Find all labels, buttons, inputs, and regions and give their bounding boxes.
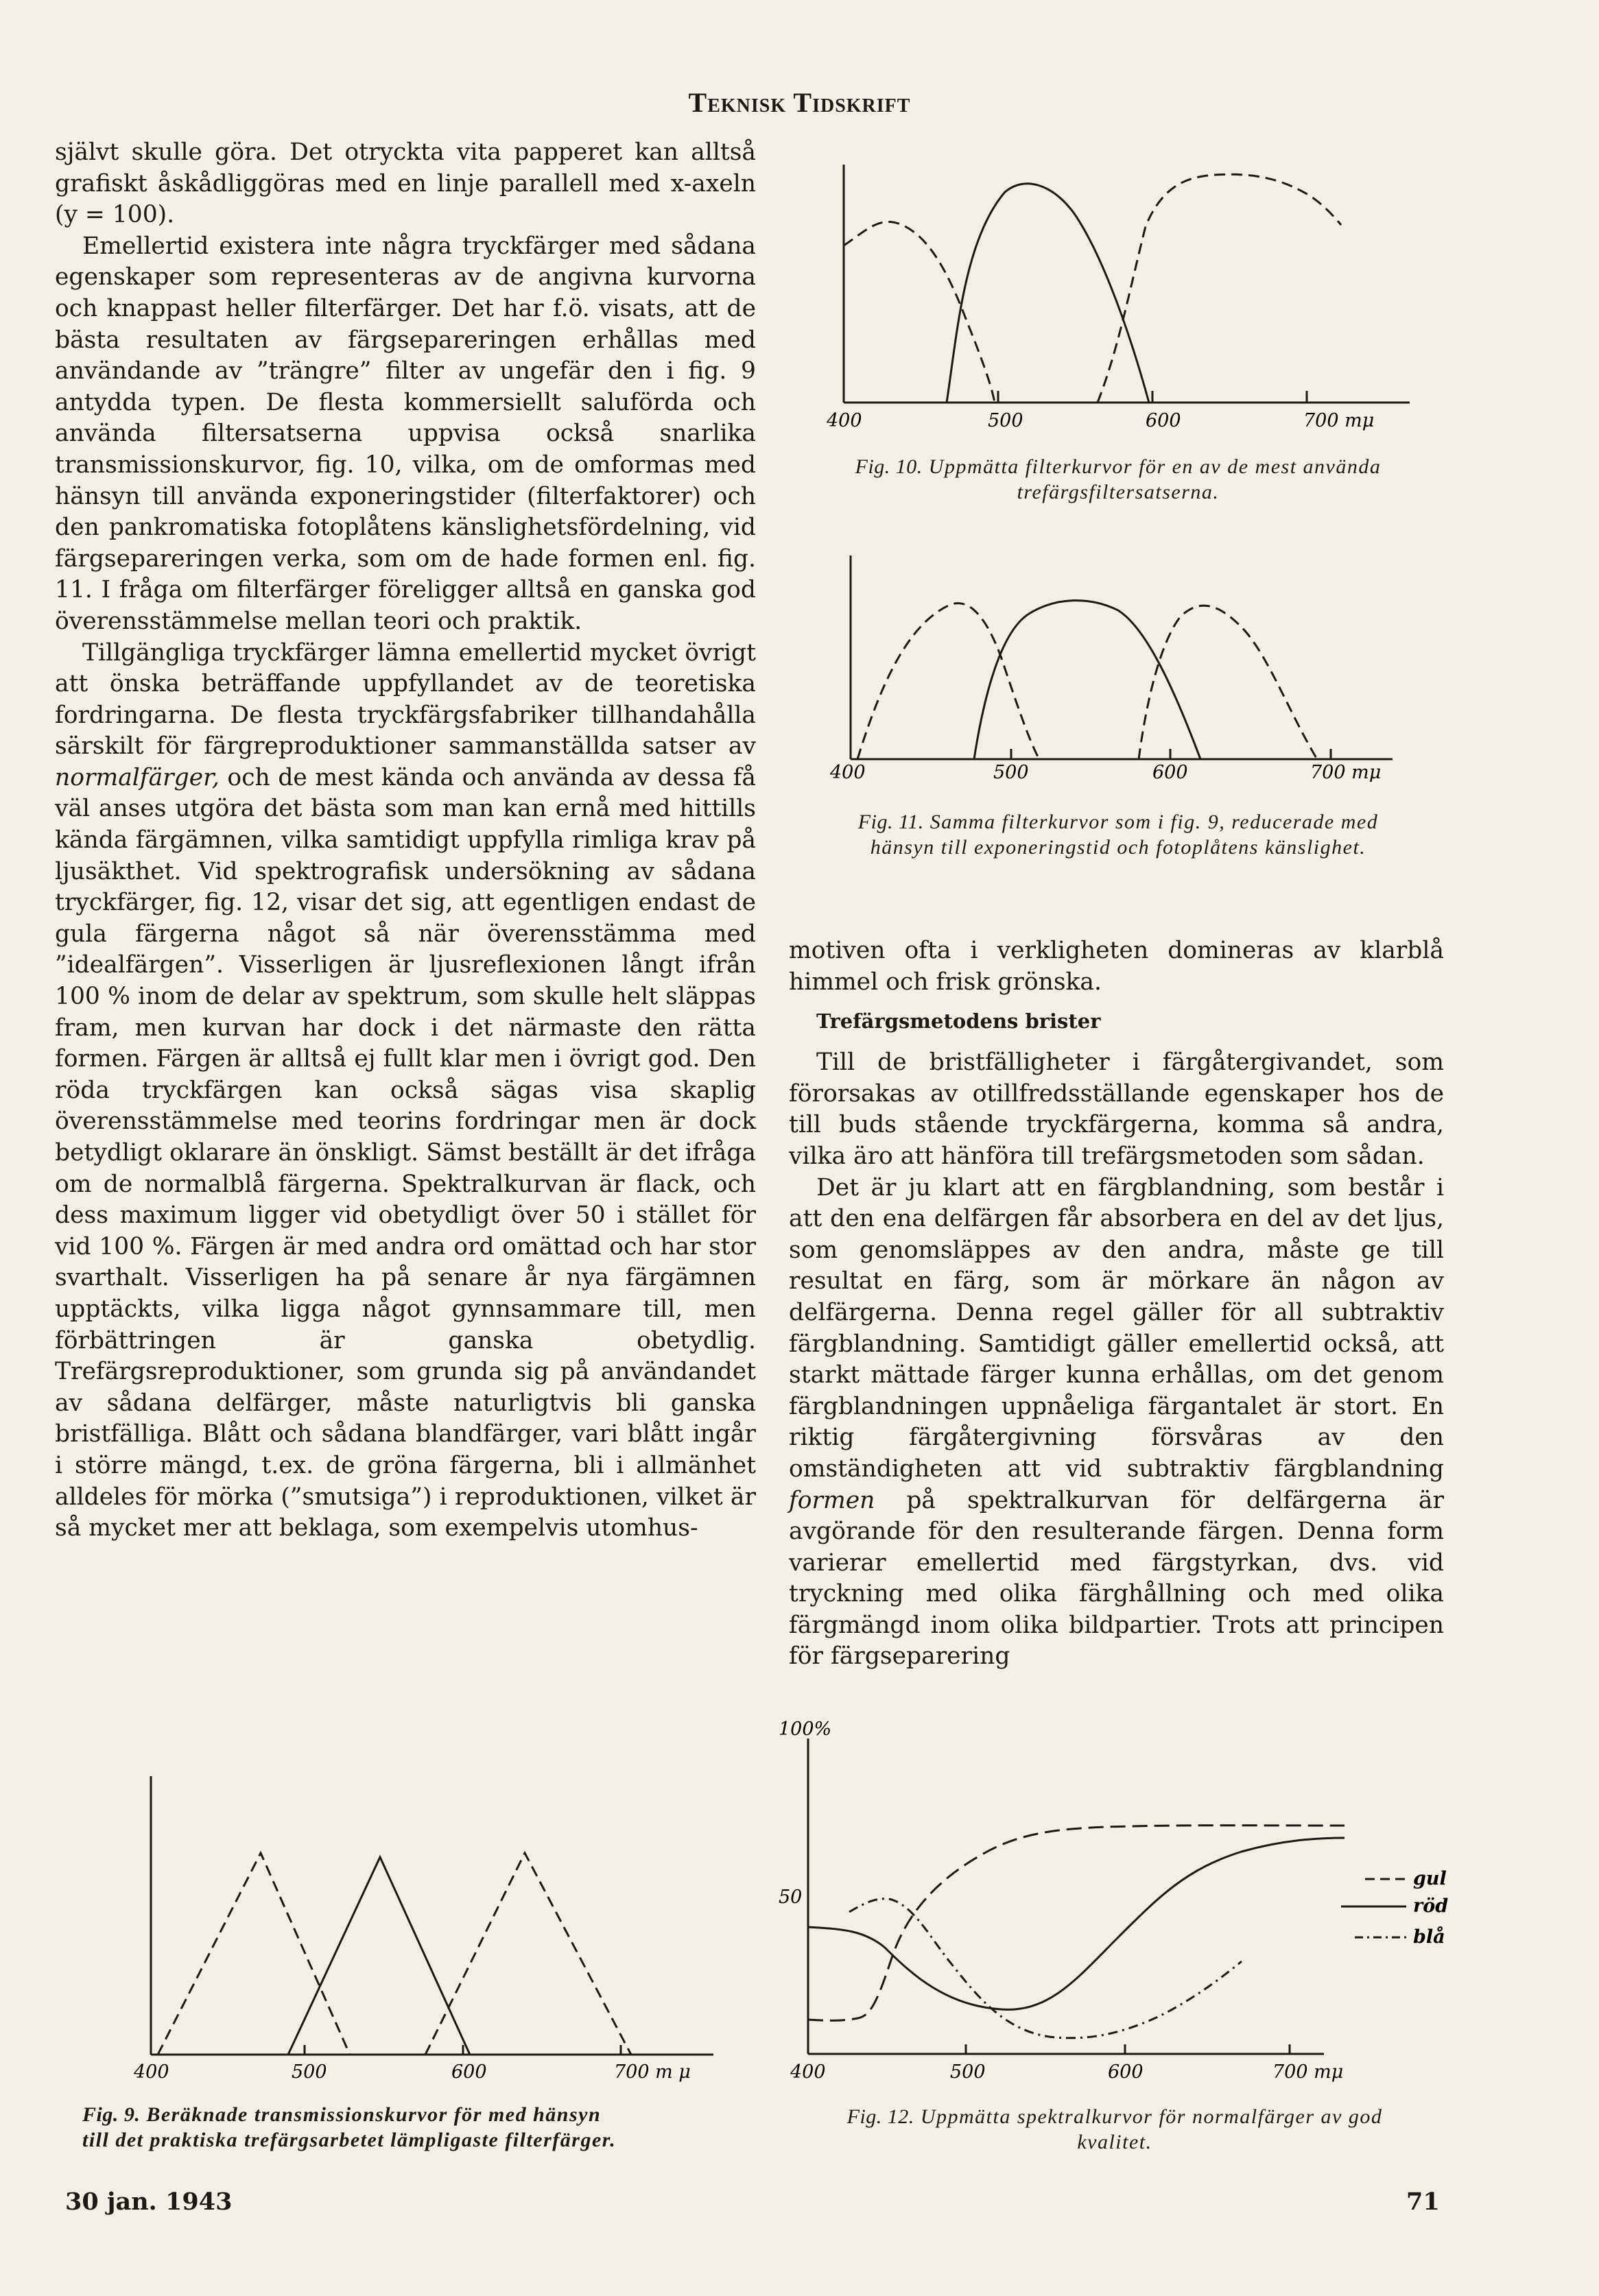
- tick-label: 700 mμ: [1310, 762, 1382, 782]
- figure-10-caption: Fig. 10. Uppmätta filterkurvor för en av de mest använda trefärgsfiltersatserna.: [855, 455, 1382, 503]
- tick-label: 400: [830, 762, 866, 782]
- paragraph: Tillgängliga tryckfärger lämna emellertid mycket övrigt att önska beträffande uppfyllandet av de teoretiska fordringarna. De flesta tryckfärgsfabriker tillhandahålla särskilt för färgreproduktioner sammanställda satser av normalfärger, och de mest kända och använda av dessa få väl anses utgöra det bästa som man kan ernå med hittills kända färgämnen, vilka samtidigt uppfylla rimliga krav på ljusäkthet. Vid spektrografisk undersökning av sådana tryckfärger, fig. 12, visar det sig, att egentligen endast de gula färgerna något så när överensstämma med ”idealfärgen”. Visserligen är ljusreflexionen långt ifrån 100 % inom de delar av spektrum, som skulle helt släppas fram, men kurvan har dock i det närmaste den rätta formen. Färgen är alltså ej fullt klar men i övrigt god. Den röda tryckfärgen kan också sägas visa skaplig överensstämmelse med teorins fordringar men är dock betydligt oklarare än önskligt. Sämst beställt är det ifråga om de normalblå färgerna. Spektralkurvan är flack, och dess maximum ligger vid obetydligt över 50 i stället för vid 100 %. Färgen är med andra ord omättad och har stor svarthalt. Visserligen ha på senare år nya färgämnen upptäckts, vilka ligga något gynnsammare till, men förbättringen är ganska obetydlig. Trefärgsreproduktioner, som grunda sig på användandet av sådana delfärger, måste naturligtvis bli ganska bristfälliga. Blått och sådana blandfärger, vari blått ingår i större mängd, t.ex. de gröna färgerna, bli i allmänhet alldeles för mörka (”smutsiga”) i reproduktionen, vilket är så mycket mer att beklaga, som exempelvis utomhus-: [55, 638, 756, 1542]
- section-heading: Trefärgsmetodens brister: [816, 1009, 1101, 1033]
- left-column: [55, 137, 756, 1544]
- tick-label: 500: [993, 762, 1029, 782]
- tick-label: 700 mμ: [1272, 2061, 1344, 2083]
- paragraph: Det är ju klart att en färgblandning, som består i att den ena delfärgen får absorbera en del av det ljus, som genomsläppes av den andra, måste ge till resultat en färg, som är mörkare än någon av delfärgerna. Denna regel gäller för all subtraktiv färgblandning. Samtidigt gäller emellertid också, att starkt mättade färger kunna erhållas, om det genom färgblandningen uppnåeliga färgantalet är stort. En riktig färgåtergivning försvåras av den omständigheten att vid subtraktiv färgblandning formen på spektralkurvan för delfärgerna är avgörande för den resulterande färgen. Denna form varierar emellertid med färgstyrkan, dvs. vid tryckning med olika färghållning och med olika färgmängd inom olika bildpartier. Trots att principen för färgseparering: [789, 1173, 1444, 1671]
- tick-label: 700 m μ: [614, 2061, 691, 2083]
- paragraph: Emellertid existera inte några tryckfärger med sådana egenskaper som representeras av de angivna kurvorna och knappast heller filterfärger. Det har f.ö. visats, att de bästa resultaten av färgsepareringen erhållas med användande av ”trängre” filter av ungefär den i fig. 9 antydda typen. De flesta kommersiellt saluförda och använda filtersatserna uppvisa också snarlika transmissionskurvor, fig. 10, vilka, om de omformas med hänsyn till använda exponeringstider (filterfaktorer) och den pankromatiska fotoplåtens känslighetsfördelning, vid färgsepareringen verka, som om de hade formen enl. fig. 11. I fråga om filterfärger föreligger alltså en ganska god överensstämmelse mellan teori och praktik.: [55, 232, 756, 635]
- figure-11-caption: Fig. 11. Samma filterkurvor som i fig. 9, reducerade med hänsyn till exponeringstid och fotoplåtens känslighet.: [857, 811, 1379, 859]
- tick-label: 600: [1108, 2061, 1144, 2083]
- emphasis: formen: [789, 1486, 875, 1514]
- tick-label: 600: [1146, 410, 1181, 431]
- tick-label: 500: [988, 410, 1023, 431]
- figure-9-caption: Fig. 9. Beräknade transmissionskurvor för med hänsyn till det praktiska trefärgsarbetet lämpligaste filterfärger.: [82, 2103, 617, 2151]
- figure-9-chart: [123, 1769, 741, 2092]
- paragraph: självt skulle göra. Det otryckta vita papperet kan alltså grafiskt åskådliggöras med en linje parallell med x-axeln (y = 100).: [55, 139, 756, 229]
- tick-label: 500: [292, 2061, 327, 2083]
- emphasis: normalfärger,: [55, 763, 220, 791]
- figure-11-chart: [823, 555, 1427, 782]
- tick-label: 700 mμ: [1303, 410, 1375, 431]
- legend-gul: gul: [1413, 1868, 1447, 1889]
- right-column: [789, 935, 1444, 1673]
- tick-label: 600: [1152, 762, 1188, 782]
- tick-label: 400: [790, 2061, 826, 2083]
- y-axis-label-mid: 50: [779, 1887, 803, 1908]
- legend-rod: röd: [1413, 1896, 1449, 1917]
- legend-bla: blå: [1413, 1926, 1445, 1948]
- journal-header: Teknisk Tidskrift: [688, 87, 911, 118]
- figure-12-caption: Fig. 12. Uppmätta spektralkurvor för normalfärger av god kvalitet.: [846, 2105, 1383, 2153]
- figure-12-chart: [775, 1711, 1461, 2095]
- y-axis-label-top: 100%: [779, 1719, 832, 1740]
- tick-label: 400: [134, 2061, 169, 2083]
- paragraph: motiven ofta i verkligheten domineras av klarblå himmel och frisk grönska.: [789, 937, 1444, 996]
- tick-label: 400: [827, 410, 862, 431]
- paragraph: Till de bristfälligheter i färgåtergivandet, som förorsakas av otillfredsställande egenskaper hos de till buds stående tryckfärgerna, komma så andra, vilka äro att hänföra till trefärgsmetoden som sådan.: [789, 1049, 1444, 1170]
- footer-date: 30 jan. 1943: [65, 2188, 233, 2216]
- page-number: 71: [1406, 2188, 1440, 2216]
- tick-label: 600: [451, 2061, 487, 2083]
- figure-10-chart: [823, 158, 1427, 432]
- tick-label: 500: [950, 2061, 986, 2083]
